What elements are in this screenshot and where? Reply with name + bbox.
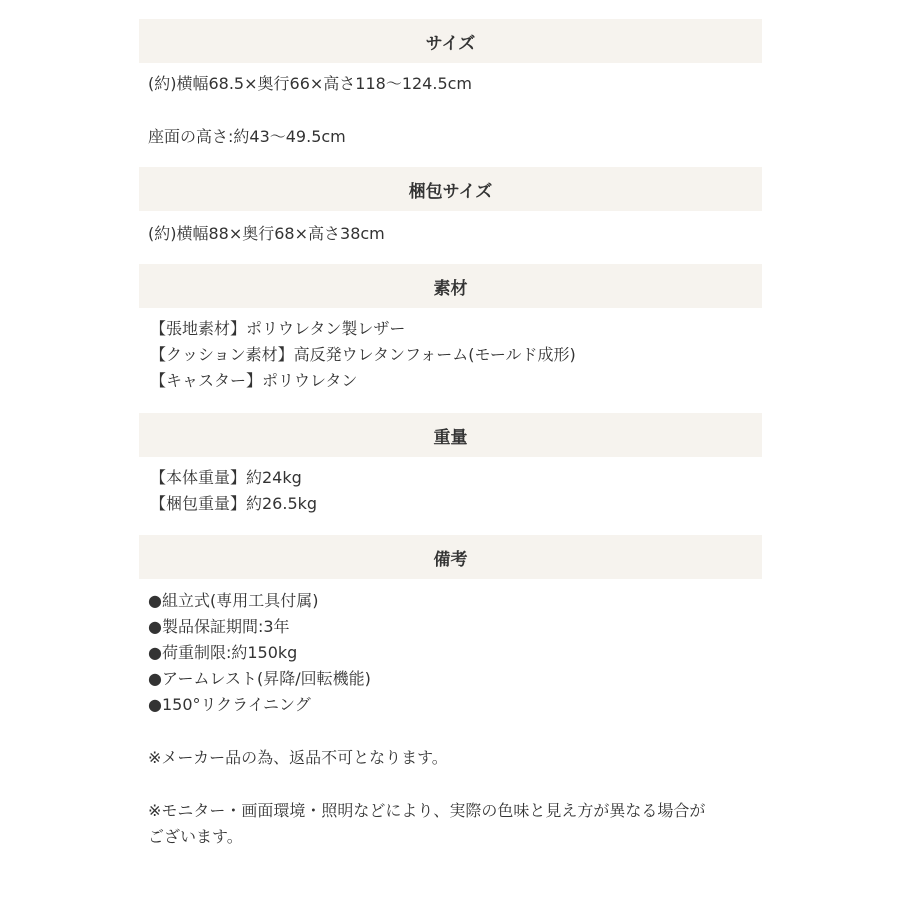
note-load-limit: ●荷重制限:約150kg: [148, 643, 298, 662]
section-header-material: 素材: [139, 264, 762, 308]
section-header-size: サイズ: [139, 19, 762, 63]
package-dimensions: (約)横幅88×奥行68×高さ38cm: [148, 224, 385, 243]
note-monitor-color-2: ございます。: [148, 827, 243, 846]
note-warranty: ●製品保証期間:3年: [148, 617, 290, 636]
section-header-package-size: 梱包サイズ: [139, 167, 762, 211]
weight-body: 【本体重量】約24kg: [150, 468, 302, 487]
note-reclining: ●150°リクライニング: [148, 695, 311, 714]
note-armrest: ●アームレスト(昇降/回転機能): [148, 669, 371, 688]
note-monitor-color-1: ※モニター・画面環境・照明などにより、実際の色味と見え方が異なる場合が: [148, 801, 706, 820]
section-header-notes: 備考: [139, 535, 762, 579]
size-dimensions: (約)横幅68.5×奥行66×高さ118〜124.5cm: [148, 74, 473, 93]
material-upholstery: 【張地素材】ポリウレタン製レザー: [150, 319, 406, 338]
note-no-return: ※メーカー品の為、返品不可となります。: [148, 748, 448, 767]
weight-package: 【梱包重量】約26.5kg: [150, 494, 318, 513]
seat-height: 座面の高さ:約43〜49.5cm: [148, 127, 346, 146]
material-cushion: 【クッション素材】高反発ウレタンフォーム(モールド成形): [150, 345, 576, 364]
material-caster: 【キャスター】ポリウレタン: [150, 371, 358, 390]
section-header-weight: 重量: [139, 413, 762, 457]
note-assembly: ●組立式(専用工具付属): [148, 591, 319, 610]
